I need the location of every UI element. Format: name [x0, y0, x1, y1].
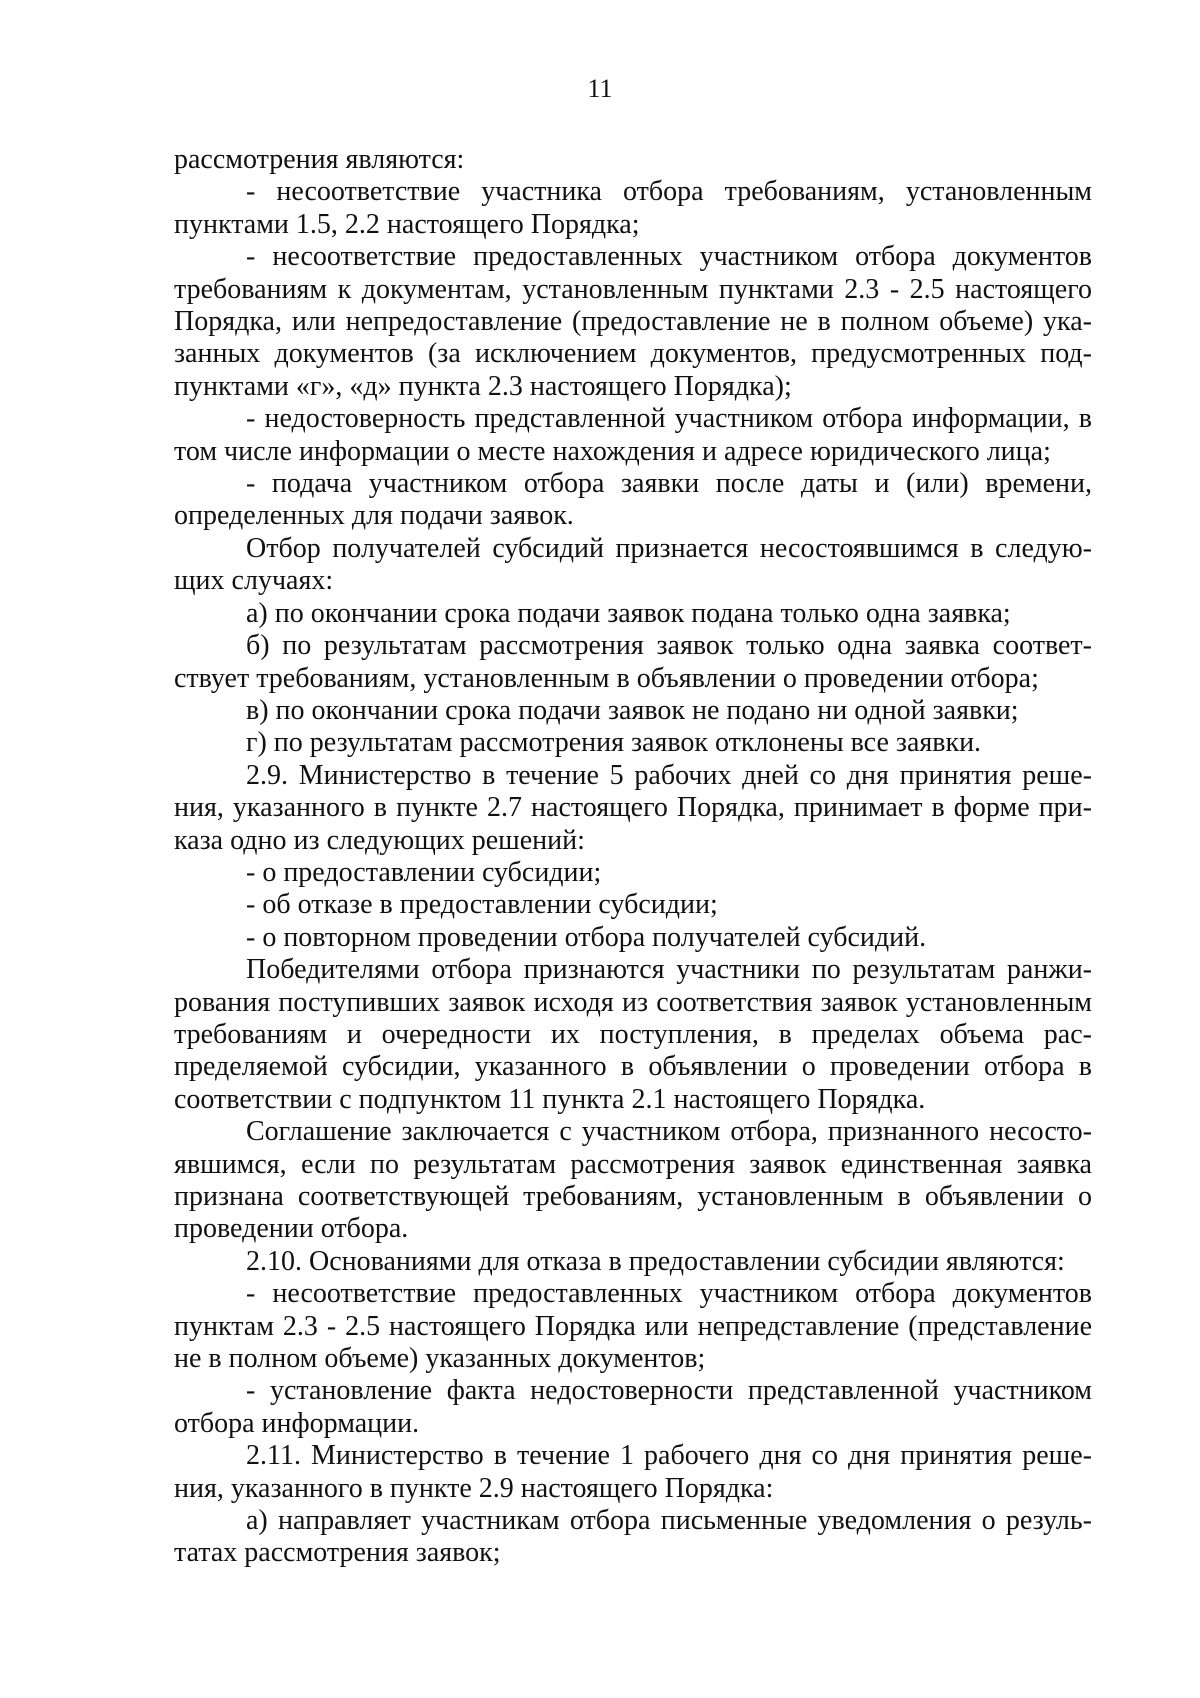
paragraph-item: - несоответствие участника отбора требованиям, установленным пунктами 1.5, 2.2 настоящего Порядка; — [174, 176, 1092, 240]
section-2-11: 2.11. Министерство в течение 1 рабочего дня со дня принятия решения, указанного в пункте 2.9 настоящего Порядка: — [174, 1440, 1092, 1504]
paragraph-item: б) по результатам рассмотрения заявок только одна заявка соответствует требованиям, установленным в объявлении о проведении отбора; — [174, 630, 1092, 694]
paragraph-item: - о предоставлении субсидии; — [246, 856, 602, 888]
paragraph-item: - установление факта недостоверности представленной участником отбора информации. — [174, 1375, 1092, 1439]
page-number: 11 — [587, 74, 613, 103]
paragraph: Победителями отбора признаются участники по результатам ранжирования поступивших заявок исходя из соответствия заявок установленным требованиям и очередности их поступления, в пределах объема распределяемой субсидии, указанного в объявлении о проведении отбора в соответствии с подпунктом 11 пункта 2.1 настоящего Порядка. — [174, 954, 1092, 1115]
paragraph-item: - подача участником отбора заявки после даты и (или) времени, определенных для подачи заявок. — [174, 468, 1092, 532]
section-2-9: 2.9. Министерство в течение 5 рабочих дней со дня принятия решения, указанного в пункте 2.7 настоящего Порядка, принимает в форме приказа одно из следующих решений: — [174, 759, 1092, 856]
paragraph-continuation: рассмотрения являются: — [174, 144, 465, 175]
paragraph-item: а) направляет участникам отбора письменные уведомления о результатах рассмотрения заявок; — [174, 1505, 1092, 1569]
paragraph-item: - о повторном проведении отбора получателей субсидий. — [246, 921, 927, 953]
paragraph-item: в) по окончании срока подачи заявок не подано ни одной заявки; — [246, 694, 1019, 726]
section-2-10: 2.10. Основаниями для отказа в предоставлении субсидии являются: — [246, 1245, 1065, 1277]
paragraph-item: г) по результатам рассмотрения заявок отклонены все заявки. — [246, 727, 982, 759]
paragraph-item: а) по окончании срока подачи заявок подана только одна заявка; — [246, 597, 1011, 629]
paragraph-item: - об отказе в предоставлении субсидии; — [246, 889, 718, 921]
paragraph-item: - несоответствие предоставленных участником отбора документов требованиям к документам, установленным пунктами 2.3 - 2.5 настоящего Порядка, или непредоставление (предоставление не в полном объеме) указанных документов (за исключением документов, предусмотренных подпунктами «г», «д» пункта 2.3 настоящего Порядка); — [174, 241, 1092, 402]
paragraph-item: - недостоверность представленной участником отбора информации, в том числе информации о месте нахождения и адресе юридического лица; — [174, 403, 1092, 467]
paragraph-item: - несоответствие предоставленных участником отбора документов пунктам 2.3 - 2.5 настоящего Порядка или непредставление (представление не в полном объеме) указанных документов; — [174, 1278, 1092, 1375]
paragraph: Соглашение заключается с участником отбора, признанного несостоявшимся, если по результатам рассмотрения заявок единственная заявка признана соответствующей требованиям, установленным в объявлении о проведении отбора. — [174, 1116, 1092, 1245]
document-body — [174, 144, 1092, 1570]
paragraph: Отбор получателей субсидий признается несостоявшимся в следующих случаях: — [174, 532, 1092, 597]
